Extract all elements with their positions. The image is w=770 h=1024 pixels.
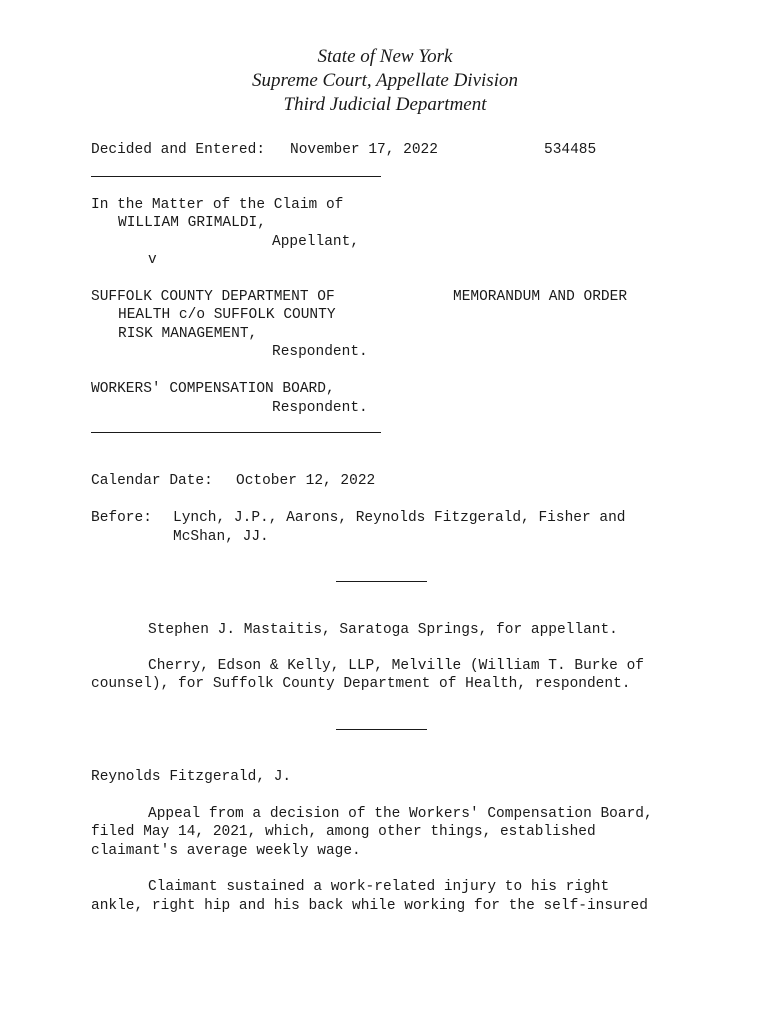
calendar-date: October 12, 2022 bbox=[236, 473, 376, 489]
respondent1-line3: RISK MANAGEMENT, bbox=[118, 326, 258, 342]
calendar-label: Calendar Date: bbox=[91, 473, 213, 489]
respondent2-role: Respondent. bbox=[272, 400, 368, 416]
respondent2-line1: WORKERS' COMPENSATION BOARD, bbox=[91, 381, 335, 397]
versus: v bbox=[148, 252, 157, 268]
decided-label: Decided and Entered: bbox=[91, 142, 266, 158]
matter-line: In the Matter of the Claim of bbox=[91, 197, 344, 213]
decided-date: November 17, 2022 bbox=[290, 142, 438, 158]
paragraph1-line1: Appeal from a decision of the Workers' Compensation Board, bbox=[148, 806, 653, 822]
decision-type: MEMORANDUM AND ORDER bbox=[453, 289, 628, 305]
court-state: State of New York bbox=[317, 46, 453, 67]
claimant-role: Appellant, bbox=[272, 234, 360, 250]
separator-rule-2 bbox=[336, 729, 427, 730]
before-justices-line1: Lynch, J.P., Aarons, Reynolds Fitzgerald, Fisher and bbox=[173, 510, 626, 526]
paragraph2-line2: ankle, right hip and his back while working for the self-insured bbox=[91, 898, 648, 914]
paragraph1-line3: claimant's average weekly wage. bbox=[91, 843, 361, 859]
caption-bottom-rule bbox=[91, 432, 381, 433]
opinion-author: Reynolds Fitzgerald, J. bbox=[91, 769, 292, 785]
separator-rule-1 bbox=[336, 581, 427, 582]
paragraph2-line1: Claimant sustained a work-related injury to his right bbox=[148, 879, 610, 895]
before-label: Before: bbox=[91, 510, 152, 526]
court-department: Third Judicial Department bbox=[283, 94, 487, 115]
respondent1-line1: SUFFOLK COUNTY DEPARTMENT OF bbox=[91, 289, 335, 305]
respondent-counsel-line1: Cherry, Edson & Kelly, LLP, Melville (William T. Burke of bbox=[148, 658, 644, 674]
court-division: Supreme Court, Appellate Division bbox=[252, 70, 518, 91]
claimant-name: WILLIAM GRIMALDI, bbox=[118, 215, 266, 231]
respondent1-line2: HEALTH c/o SUFFOLK COUNTY bbox=[118, 307, 336, 323]
appellant-counsel: Stephen J. Mastaitis, Saratoga Springs, for appellant. bbox=[148, 622, 618, 638]
before-justices-line2: McShan, JJ. bbox=[173, 529, 269, 545]
docket-number: 534485 bbox=[544, 142, 597, 158]
caption-top-rule bbox=[91, 176, 381, 177]
respondent-counsel-line2: counsel), for Suffolk County Department of Health, respondent. bbox=[91, 676, 631, 692]
respondent1-role: Respondent. bbox=[272, 344, 368, 360]
paragraph1-line2: filed May 14, 2021, which, among other things, established bbox=[91, 824, 596, 840]
